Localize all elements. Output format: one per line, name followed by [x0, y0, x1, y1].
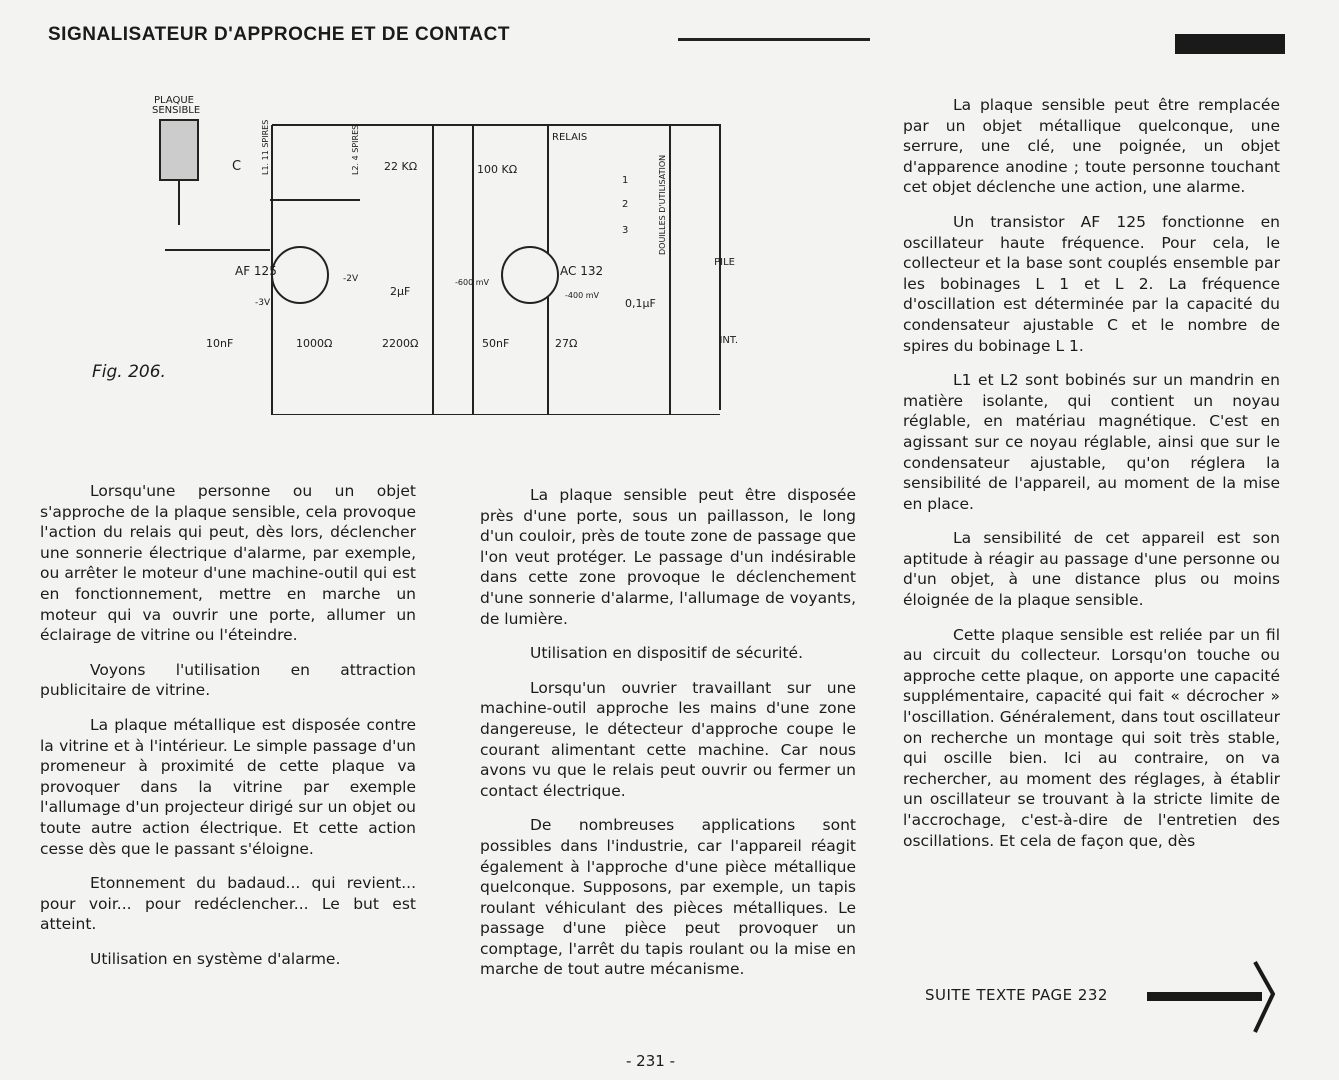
title-rule [678, 38, 870, 41]
label-af125: AF 125 [235, 264, 277, 278]
paragraph: Lorsqu'un ouvrier travaillant sur une machine-outil approche les mains d'une zone dangereuse, le détecteur d'approche coupe le courant alimentant cette machine. Car nous avons vu que le relais peut ouvrir ou fermer un contact électrique. [480, 678, 856, 800]
label-l1: L1. 11 SPIRES [261, 119, 270, 175]
label-ac132: AC 132 [560, 264, 604, 278]
sensing-plate [160, 120, 198, 180]
label-v2: -2V [343, 274, 359, 284]
label-int: INT. [719, 335, 738, 346]
label-l2: L2. 4 SPIRES [351, 124, 360, 175]
page-number: - 231 - [626, 1052, 675, 1070]
label-c: C [232, 159, 242, 174]
paragraph: Cette plaque sensible est reliée par un fil au circuit du collecteur. Lorsqu'on touche ou approche cette plaque, on apporte une capacité supplémentaire, capacité qui fait « décrocher » l'oscillation. Généralement, dans tout oscillateur on recherche un montage qui soit très stable, qui oscille bien. Ici au contraire, on va rechercher, au moment des réglages, à établir un oscillateur se trouvant à la stricte limite de l'accrochage, c'est-à-dire de l'entretien des oscillations. Et cela de façon que, dès [903, 625, 1280, 850]
paragraph: Utilisation en dispositif de sécurité. [530, 644, 803, 663]
paragraph: La plaque sensible peut être remplacée par un objet métallique quelconque, une serrure, une clé, une poignée, un objet d'apparence anodine ; toute personne touchant cet objet déclenche une action, une alarme. [903, 96, 1280, 197]
paragraph: Un transistor AF 125 fonctionne en oscillateur haute fréquence. Pour cela, le collecteur et la base sont couplés ensemble par les bobinages L 1 et L 2. La fréquence d'oscillation est déterminée par la capacité du condensateur ajustable C et le nombre de spires du bobinage L 1. [903, 212, 1280, 355]
figure-caption: Fig. 206. [92, 362, 166, 382]
label-r100k: 100 KΩ [477, 163, 518, 176]
label-d3: 3 [622, 225, 629, 236]
label-600mv: -600 mV [455, 278, 489, 287]
paragraph: La plaque métallique est disposée contre la vitrine et à l'intérieur. Le simple passage d'un promeneur à proximité de cette plaque va provoquer dans la vitrine par exemple l'allumage d'un projecteur dirigé sur un objet ou toute autre action électrique. Et cette action cesse dès que le passant s'éloigne. [40, 715, 416, 858]
paragraph: Lorsqu'une personne ou un objet s'approche de la plaque sensible, cela provoque l'action du relais qui peut, dès lors, déclencher une sonnerie électrique d'alarme, par exemple, ou arrêter le moteur d'une machine-outil qui est en fonctionnement, mettre en marche un moteur qui va ouvrir une porte, allumer un éclairage de vitrine ou l'éteindre. [40, 482, 416, 645]
circuit-diagram [140, 85, 740, 415]
continue-arrow-icon [1145, 960, 1275, 1040]
label-pile: PILE [714, 257, 735, 268]
label-2200: 2200Ω [382, 337, 419, 350]
label-400mv: -400 mV [565, 291, 599, 300]
label-douilles: DOUILLES D'UTILISATION [658, 154, 667, 255]
label-d2: 2 [622, 199, 629, 210]
column-1 [40, 481, 416, 983]
label-r22k: 22 KΩ [384, 160, 418, 173]
label-2uf: 2µF [390, 285, 411, 298]
label-10nf: 10nF [206, 337, 234, 350]
paragraph: Etonnement du badaud... qui revient... pour voir... pour redéclencher... Le but est atteint. [40, 874, 416, 934]
paragraph: L1 et L2 sont bobinés sur un mandrin en matière isolante, qui contient un noyau réglable, en matériau magnétique. C'est en agissant sur ce noyau réglable, ainsi que sur le condensateur ajustable, qu'on réglera la sensibilité de l'appareil, au moment de la mise en place. [903, 371, 1280, 513]
page-title: SIGNALISATEUR D'APPROCHE ET DE CONTACT [48, 24, 510, 45]
label-plaque: PLAQUE [154, 95, 195, 106]
label-v3: -3V [255, 298, 271, 308]
paragraph: La plaque sensible peut être disposée près d'une porte, sous un paillasson, le long d'un couloir, près de toute zone de passage que l'on veut protéger. Le passage d'un indésirable dans cette zone provoque le déclenchement d'une sonnerie d'alarme, l'allumage de voyants, de lumière. [480, 486, 856, 628]
paragraph: Utilisation en système d'alarme. [90, 949, 341, 968]
paragraph: De nombreuses applications sont possibles dans l'industrie, car l'appareil réagit également à l'approche d'une pièce métallique quelconque. Supposons, par exemple, un tapis roulant véhiculant des pièces métalliques. Le passage d'une pièce peut provoquer un comptage, l'arrêt du tapis roulant ou la mise en marche de tout autre mécanisme. [480, 816, 856, 979]
paragraph: La sensibilité de cet appareil est son aptitude à réagir au passage d'une personne ou d'un objet, à une distance plus ou moins éloignée de la plaque sensible. [903, 529, 1280, 610]
header-bar [1175, 34, 1285, 54]
continued-note: SUITE TEXTE PAGE 232 [925, 986, 1108, 1004]
label-relais: RELAIS [552, 132, 588, 143]
column-3 [903, 95, 1280, 865]
column-2 [480, 485, 856, 994]
label-50nf: 50nF [482, 337, 510, 350]
label-27: 27Ω [555, 337, 578, 350]
paragraph: Voyons l'utilisation en attraction publicitaire de vitrine. [40, 660, 416, 700]
label-sensible: SENSIBLE [152, 105, 201, 116]
label-d1: 1 [622, 175, 629, 186]
label-01uf: 0,1µF [625, 297, 656, 310]
label-1000: 1000Ω [296, 337, 333, 350]
